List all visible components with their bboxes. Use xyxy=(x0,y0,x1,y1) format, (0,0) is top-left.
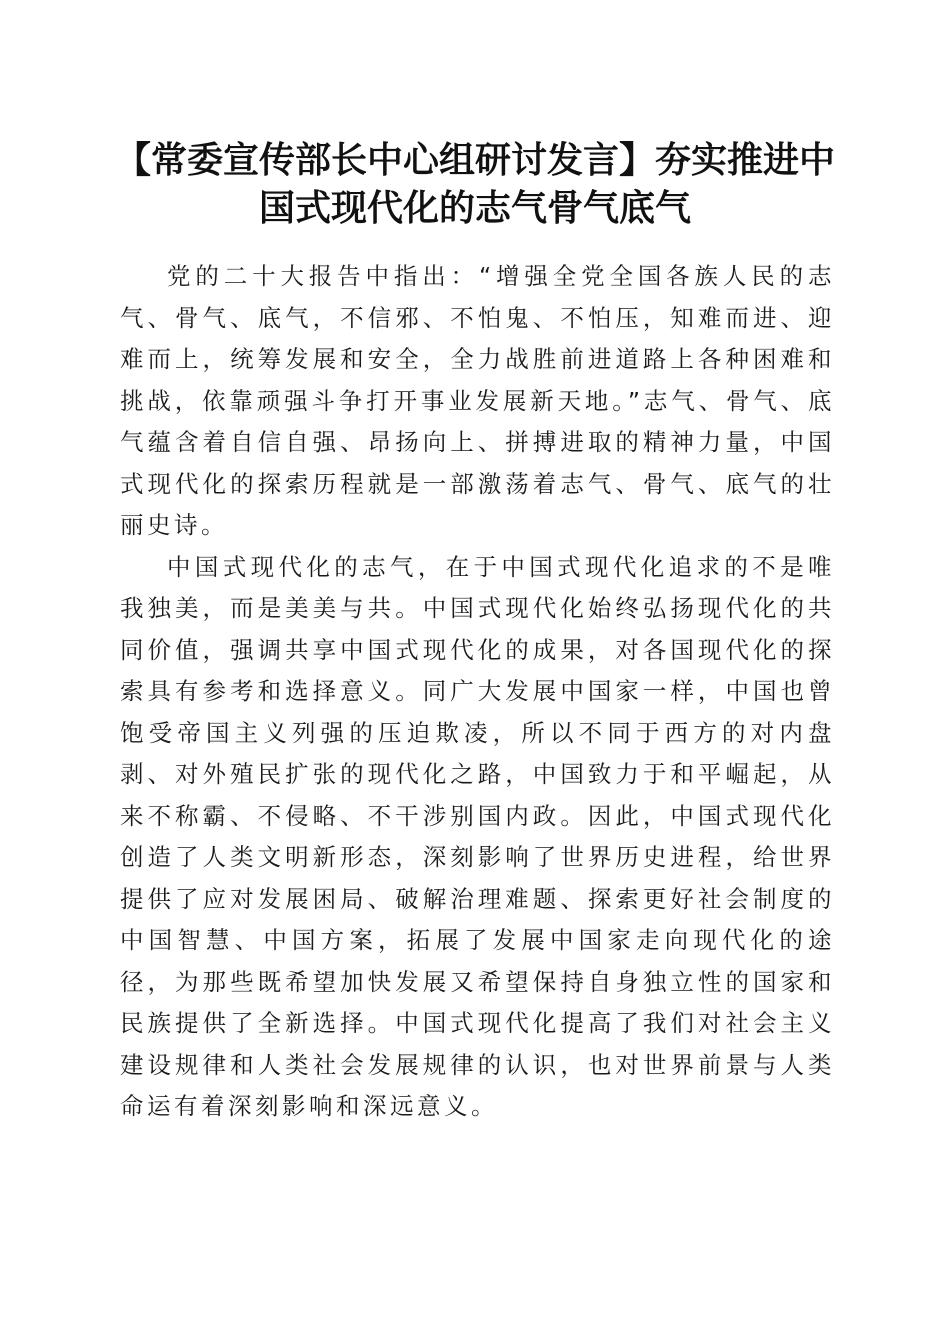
paragraph-2: 中国式现代化的志气，在于中国式现代化追求的不是唯我独美，而是美美与共。中国式现代化始终弘扬现代化的共同价值，强调共享中国式现代化的成果，对各国现代化的探索具有参考和选择意义。同广大发展中国家一样，中国也曾饱受帝国主义列强的压迫欺凌，所以不同于西方的对内盘剥、对外殖民扩张的现代化之路，中国致力于和平崛起，从来不称霸、不侵略、不干涉别国内政。因此，中国式现代化创造了人类文明新形态，深刻影响了世界历史进程，给世界提供了应对发展困局、破解治理难题、探索更好社会制度的中国智慧、中国方案，拓展了发展中国家走向现代化的途径，为那些既希望加快发展又希望保持自身独立性的国家和民族提供了全新选择。中国式现代化提高了我们对社会主义建设规律和人类社会发展规律的认识，也对世界前景与人类命运有着深刻影响和深远意义。 xyxy=(120,552,835,1120)
document-body xyxy=(120,256,835,1128)
paragraph-1: 党的二十大报告中指出：“增强全党全国各族人民的志气、骨气、底气，不信邪、不怕鬼、不怕压，知难而进、迎难而上，统筹发展和安全，全力战胜前进道路上各种困难和挑战，依靠顽强斗争打开事业发展新天地。”志气、骨气、底气蕴含着自信自强、昂扬向上、拼搏进取的精神力量，中国式现代化的探索历程就是一部激荡着志气、骨气、底气的壮丽史诗。 xyxy=(120,262,835,539)
document-title: 【常委宣传部长中心组研讨发言】夯实推进中国式现代化的志气骨气底气 xyxy=(114,139,835,229)
